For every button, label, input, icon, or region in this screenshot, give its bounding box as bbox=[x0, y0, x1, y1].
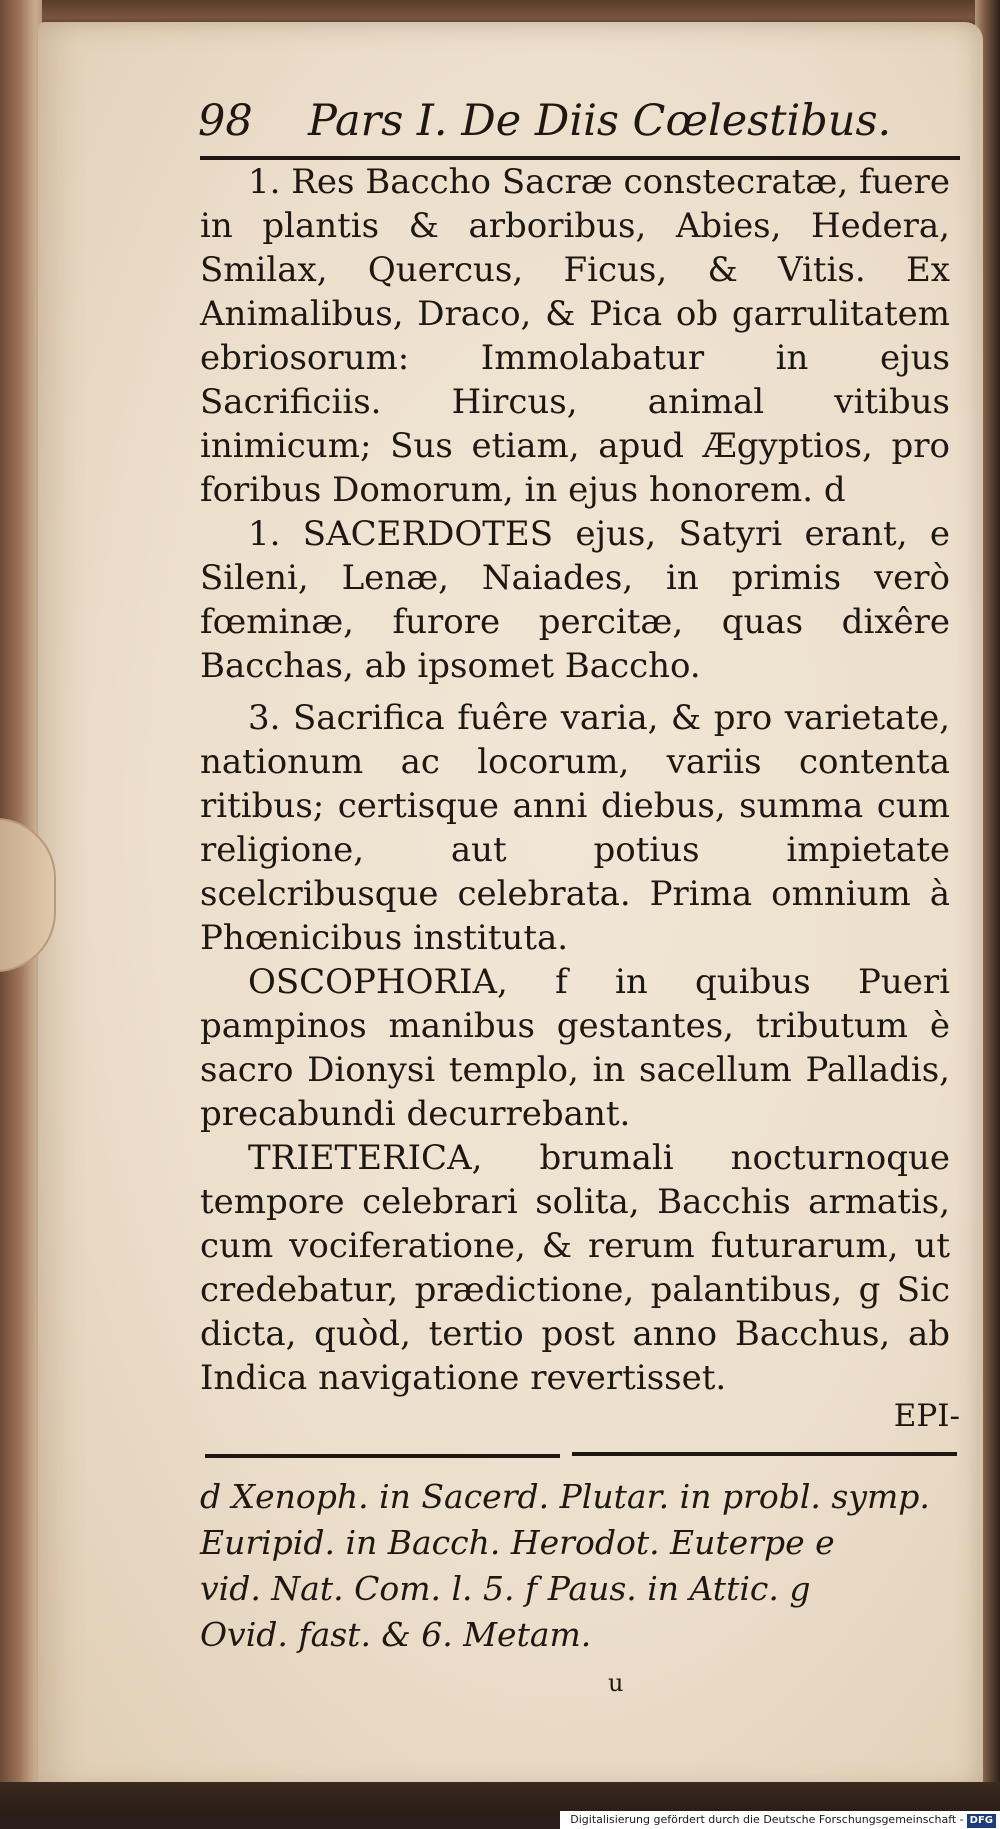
footnote-line: vid. Nat. Com. l. 5. f Paus. in Attic. g bbox=[200, 1569, 811, 1608]
footnotes bbox=[200, 1474, 960, 1658]
running-title: Pars I. De Diis Cœlestibus. bbox=[308, 96, 892, 146]
footnote-rule-right bbox=[572, 1452, 957, 1456]
footnote-rule-left bbox=[205, 1454, 560, 1458]
dfg-logo: DFG bbox=[967, 1814, 996, 1828]
credit-text: Digitalisierung gefördert durch die Deutsche Forschungsgemeinschaft - bbox=[570, 1813, 964, 1826]
running-header bbox=[198, 88, 978, 154]
footnote-line: Euripid. in Bacch. Herodot. Euterpe e bbox=[200, 1523, 835, 1562]
paragraph-2: 1. SACERDOTES ejus, Satyri erant, e Sileni, Lenæ, Naiades, in primis verò fœminæ, furore percitæ, quas dixêre Bacchas, ab ipsomet Baccho. bbox=[200, 514, 950, 686]
footnote-line: d Xenoph. in Sacerd. Plutar. in probl. symp. bbox=[200, 1477, 930, 1516]
signature-mark: u bbox=[608, 1669, 624, 1697]
book-cover-bottom bbox=[0, 1782, 1000, 1814]
catchword: EPI- bbox=[893, 1398, 960, 1434]
footnote-line: Ovid. fast. & 6. Metam. bbox=[200, 1615, 592, 1654]
page-number: 98 bbox=[198, 96, 253, 146]
paragraph-4: OSCOPHORIA, f in quibus Pueri pampinos manibus gestantes, tributum è sacro Dionysi templo, in sacellum Palladis, precabundi decurrebant. bbox=[200, 962, 950, 1134]
paragraph-1: 1. Res Baccho Sacræ constecratæ, fuere in plantis & arboribus, Abies, Hedera, Smilax, Quercus, Ficus, & Vitis. Ex Animalibus, Draco, & Pica ob garrulitatem ebriosorum: Immolabatur in ejus Sacrificiis. Hircus, animal vitibus inimicum; Sus etiam, apud Ægyptios, pro foribus Domorum, in ejus honorem. d bbox=[200, 162, 950, 510]
paragraph-5: TRIETERICA, brumali nocturnoque tempore celebrari solita, Bacchis armatis, cum vociferatione, & rerum futurarum, ut credebatur, prædictione, palantibus, g Sic dicta, quòd, tertio post anno Bacchus, ab Indica navigatione revertisset. bbox=[200, 1138, 950, 1398]
digitization-credit bbox=[560, 1811, 1000, 1829]
paragraph-3: 3. Sacrifica fuêre varia, & pro varietate, nationum ac locorum, variis contenta ritibus; certisque anni diebus, summa cum religione, aut potius impietate scelcribusque celebrata. Prima omnium à Phœnicibus instituta. bbox=[200, 698, 950, 958]
main-text bbox=[200, 160, 950, 1400]
